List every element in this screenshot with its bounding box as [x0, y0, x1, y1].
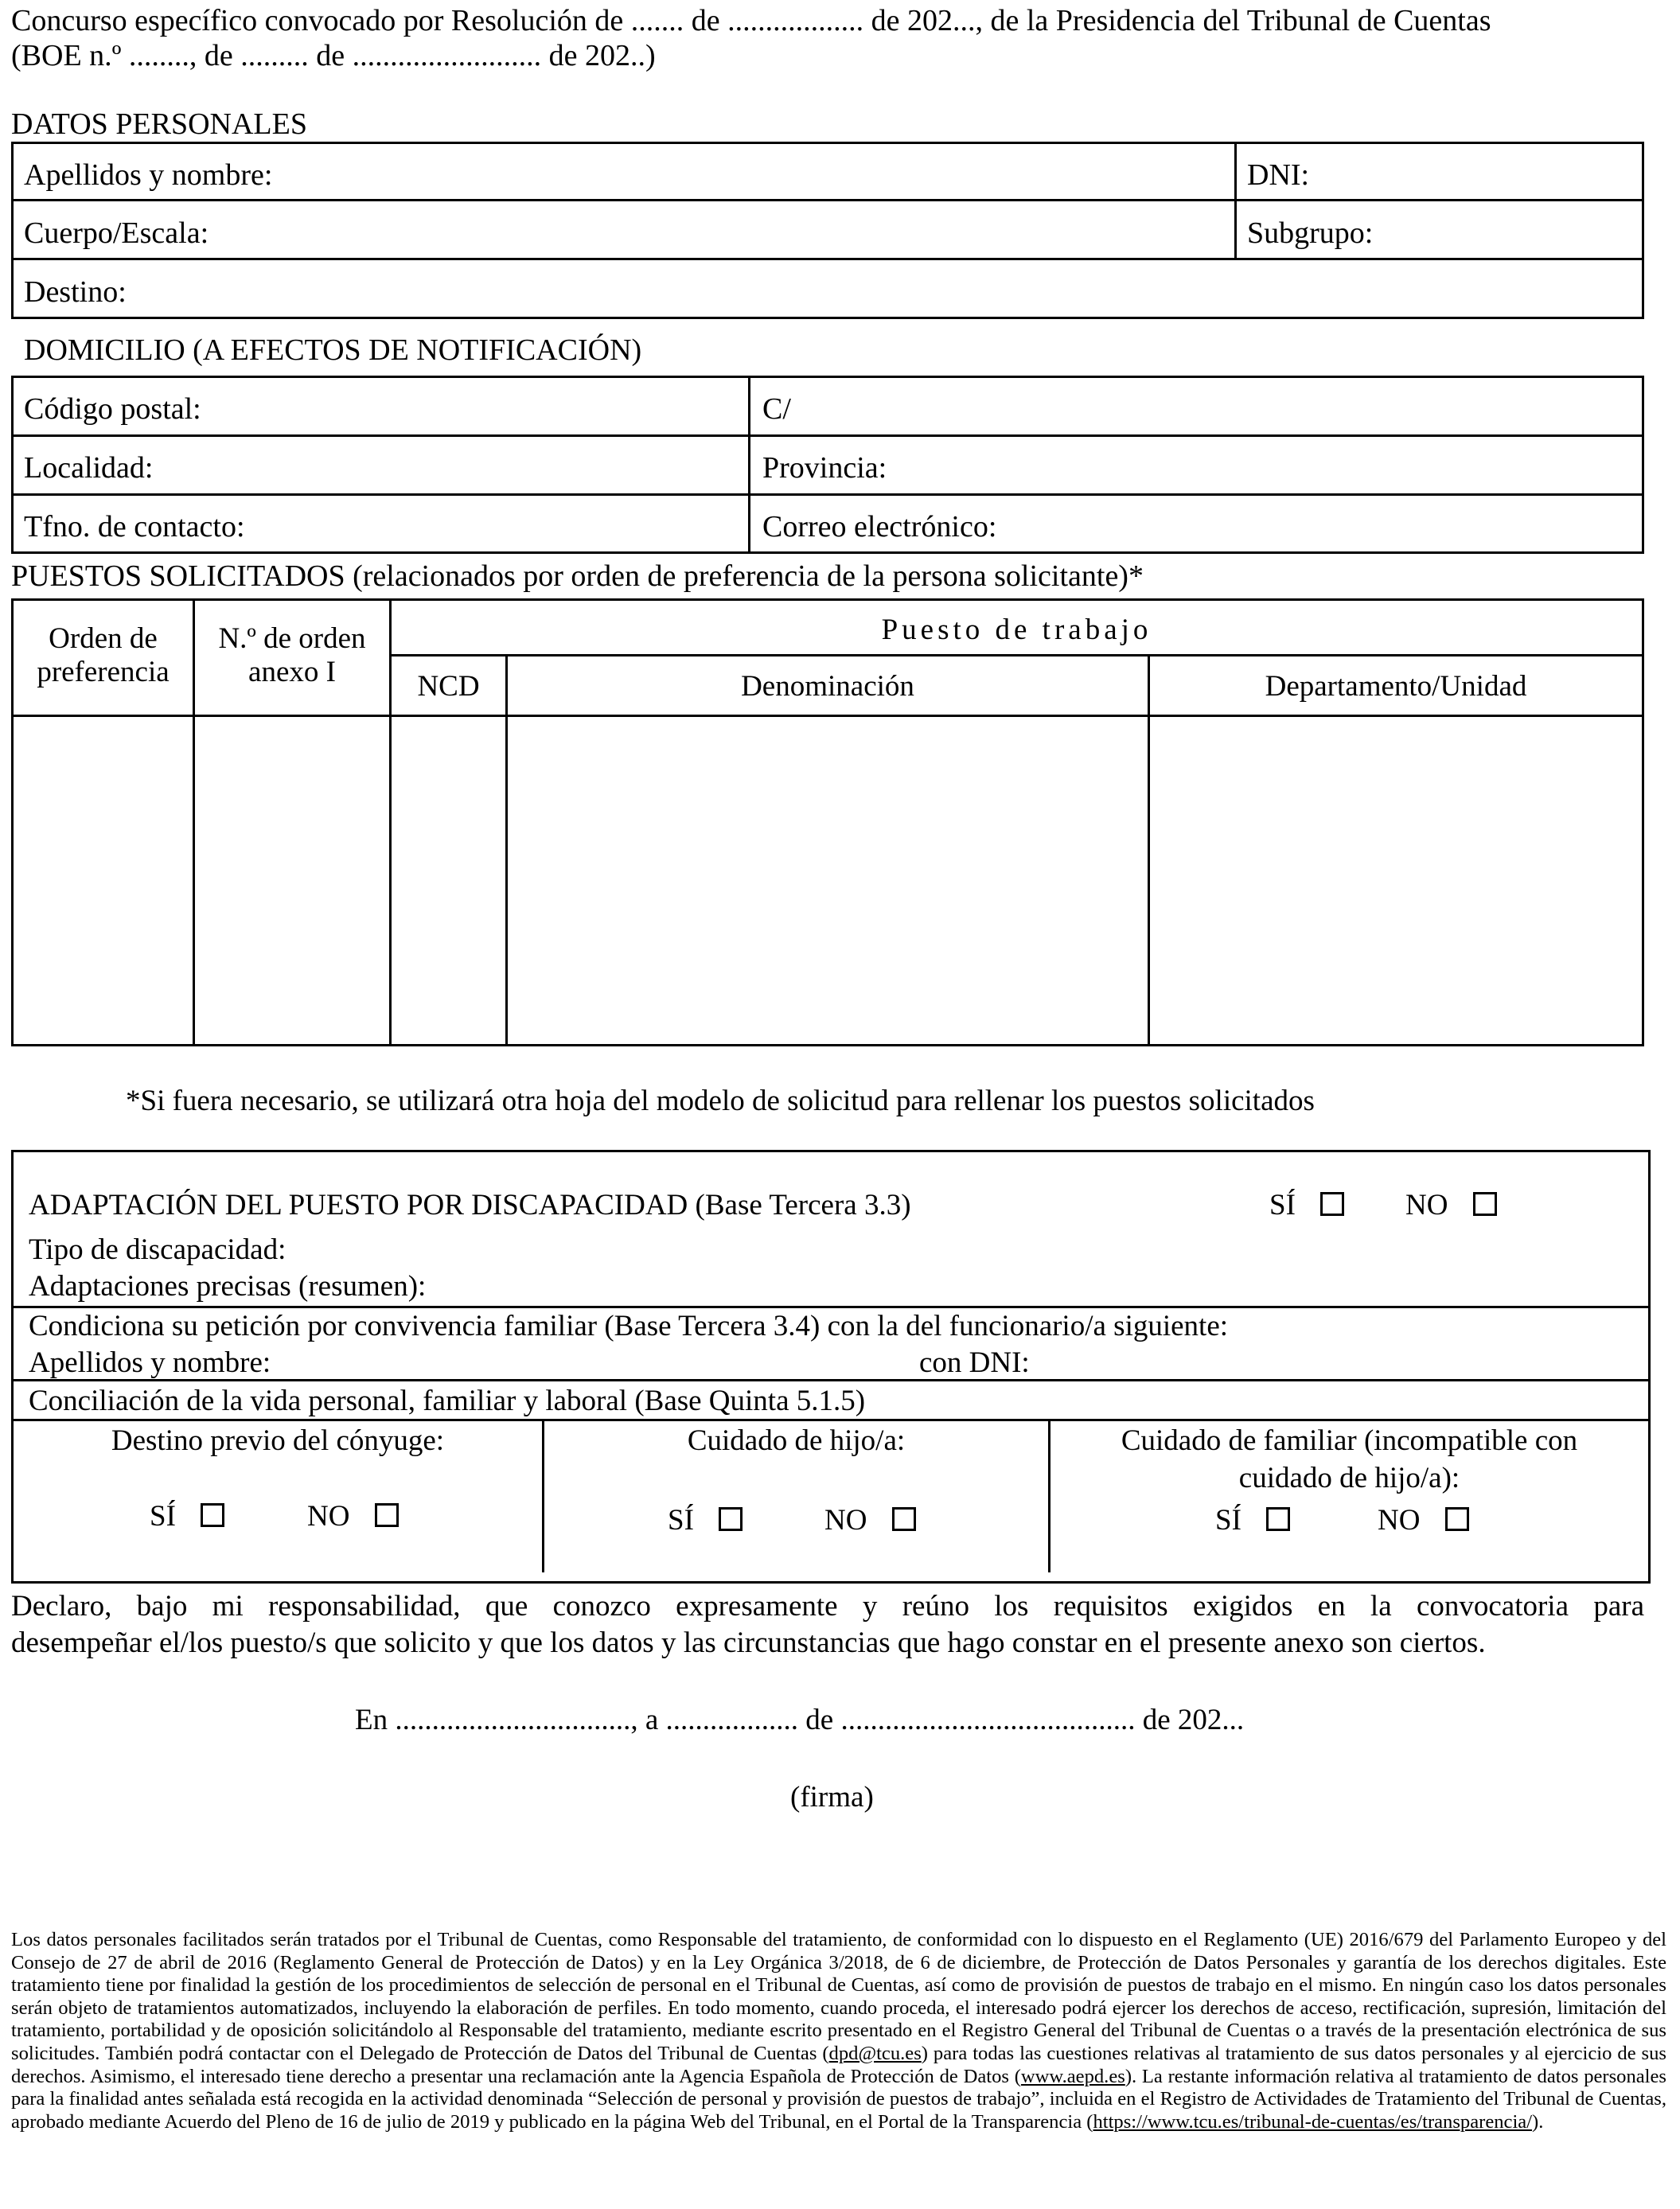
- spouse-yes-label: SÍ: [150, 1500, 176, 1533]
- header-line-2: (BOE n.º ........, de ......... de ......................... de 202..): [11, 39, 656, 72]
- col-ncd-header: NCD: [417, 670, 480, 703]
- relative-no-checkbox[interactable]: [1445, 1507, 1469, 1531]
- name-label[interactable]: Apellidos y nombre:: [24, 158, 273, 192]
- spouse-yes-checkbox[interactable]: [201, 1503, 224, 1527]
- child-no[interactable]: [824, 1504, 916, 1537]
- spouse-label: Destino previo del cónyuge:: [111, 1424, 445, 1457]
- address-section-title: DOMICILIO (A EFECTOS DE NOTIFICACIÓN): [24, 333, 642, 367]
- col-group-header: Puesto de trabajo: [881, 614, 1152, 646]
- email-label[interactable]: Correo electrónico:: [762, 510, 997, 543]
- disability-yes-checkbox[interactable]: [1320, 1192, 1344, 1216]
- spouse-no[interactable]: [307, 1500, 399, 1533]
- province-label[interactable]: Provincia:: [762, 451, 887, 485]
- col-denomination-header: Denominación: [741, 670, 914, 703]
- positions-section-title: PUESTOS SOLICITADOS (relacionados por orden de preferencia de la persona solicitante)*: [11, 559, 1144, 593]
- spouse-no-checkbox[interactable]: [375, 1503, 399, 1527]
- child-no-checkbox[interactable]: [892, 1507, 916, 1531]
- child-yes[interactable]: [668, 1504, 743, 1537]
- data-protection-notice: Los datos personales facilitados serán tratados por el Tribunal de Cuentas, como Responsable del tratamiento, de conformidad con lo dispuesto en el Reglamento (UE) 2016/679 del Parlamento Europeo y del Consejo de 27 de abril de 2016 (Reglamento General de Protección de Datos) y en la Ley Orgánica 3/2018, de 6 de diciembre, de Protección de Datos Personales y garantía de los derechos digitales. Este tratamiento tiene por finalidad la gestión de los procedimientos de selección de personal en el Tribunal de Cuentas, así como de provisión de puestos de trabajo en el mismo. En ningún caso los datos personales serán objeto de tratamientos automatizados, incluyendo la elaboración de perfiles. En todo momento, cuando proceda, el interesado podrá ejercer los derechos de acceso, rectificación, supresión, limitación del tratamiento, portabilidad y de oposición solicitándolo al Responsable del tratamiento, mediante escrito presentado en el Registro General del Tribunal de Cuentas o a través de la presentación electrónica de sus solicitudes. También podrá contactar con el Delegado de Protección de Datos del Tribunal de Cuentas (dpd@tcu.es) para todas las cuestiones relativas al tratamiento de sus datos personales y al ejercicio de sus derechos. Asimismo, el interesado tiene derecho a presentar una reclamación ante la Agencia Española de Protección de Datos (www.aepd.es). La restante información relativa al tratamiento de datos personales para la finalidad antes señalada está recogida en la actividad denominada “Selección de personal y provisión de puestos de trabajo”, incluida en el Registro de Actividades de Tratamiento del Tribunal de Cuentas, aprobado mediante Acuerdo del Pleno de 16 de julio de 2019 y publicado en la página Web del Tribunal, en el Portal de la Transparencia (https://www.tcu.es/tribunal-de-cuentas/es/transparencia/).: [11, 1929, 1667, 2133]
- disability-yes-label: SÍ: [1269, 1189, 1296, 1221]
- disability-type-label[interactable]: Tipo de discapacidad:: [29, 1233, 286, 1266]
- positions-footnote: *Si fuera necesario, se utilizará otra hoja del modelo de solicitud para rellenar los puestos solicitados: [126, 1085, 1315, 1117]
- personal-section-title: DATOS PERSONALES: [11, 107, 307, 141]
- relative-yes[interactable]: [1215, 1504, 1290, 1537]
- family-name-label[interactable]: Apellidos y nombre:: [29, 1346, 271, 1379]
- conciliation-title: Conciliación de la vida personal, familiar y laboral (Base Quinta 5.1.5): [29, 1385, 866, 1417]
- subgroup-label[interactable]: Subgrupo:: [1247, 216, 1374, 250]
- spouse-yes[interactable]: [150, 1500, 224, 1533]
- signature-label: (firma): [790, 1781, 874, 1814]
- child-no-label: NO: [824, 1504, 867, 1537]
- disability-no-checkbox[interactable]: [1473, 1192, 1497, 1216]
- dni-label[interactable]: DNI:: [1247, 158, 1310, 192]
- postal-code-label[interactable]: Código postal:: [24, 392, 201, 426]
- relative-care-label: Cuidado de familiar (incompatible con cuidado de hijo/a):: [1121, 1424, 1578, 1494]
- col-preference-header: Orden de preferencia: [37, 622, 170, 688]
- locality-label[interactable]: Localidad:: [24, 451, 154, 485]
- disability-adaptations-label[interactable]: Adaptaciones precisas (resumen):: [29, 1270, 427, 1303]
- transparency-link[interactable]: https://www.tcu.es/tribunal-de-cuentas/es/transparencia/: [1093, 2110, 1533, 2133]
- col-annex-header: N.º de orden anexo I: [218, 622, 366, 688]
- body-scale-label[interactable]: Cuerpo/Escala:: [24, 216, 209, 250]
- place-date-line[interactable]: En ................................, a .................. de ........................................ de 202...: [355, 1704, 1245, 1736]
- col-department-header: Departamento/Unidad: [1265, 670, 1527, 703]
- dpd-email-link[interactable]: dpd@tcu.es: [828, 2042, 922, 2064]
- disability-no-label: NO: [1405, 1189, 1448, 1221]
- declaration-line-1: Declaro, bajo mi responsabilidad, que conozco expresamente y reúno los requisitos exigidos en la convocatoria para: [11, 1590, 1644, 1623]
- disability-no[interactable]: [1405, 1189, 1497, 1222]
- relative-no-label: NO: [1378, 1504, 1421, 1537]
- phone-label[interactable]: Tfno. de contacto:: [24, 510, 245, 543]
- child-care-label: Cuidado de hijo/a:: [687, 1424, 906, 1457]
- disability-title: ADAPTACIÓN DEL PUESTO POR DISCAPACIDAD (Base Tercera 3.3): [29, 1189, 911, 1221]
- child-yes-checkbox[interactable]: [719, 1507, 743, 1531]
- header-line-1: Concurso específico convocado por Resolución de ....... de .................. de 202..., de la Presidencia del Tribunal de Cuentas: [11, 4, 1491, 37]
- destination-label[interactable]: Destino:: [24, 275, 127, 309]
- spouse-no-label: NO: [307, 1500, 350, 1533]
- relative-no[interactable]: [1378, 1504, 1469, 1537]
- aepd-link[interactable]: www.aepd.es: [1020, 2065, 1125, 2087]
- relative-yes-label: SÍ: [1215, 1504, 1241, 1537]
- family-dni-label[interactable]: con DNI:: [919, 1346, 1030, 1379]
- relative-yes-checkbox[interactable]: [1266, 1507, 1290, 1531]
- child-yes-label: SÍ: [668, 1504, 694, 1537]
- disability-yes[interactable]: [1269, 1189, 1344, 1222]
- family-condition-label: Condiciona su petición por convivencia familiar (Base Tercera 3.4) con la del funcionario/a siguiente:: [29, 1310, 1229, 1342]
- street-label[interactable]: C/: [762, 392, 791, 426]
- declaration-line-2: desempeñar el/los puesto/s que solicito y que los datos y las circunstancias que hago constar en el presente anexo son ciertos.: [11, 1627, 1486, 1659]
